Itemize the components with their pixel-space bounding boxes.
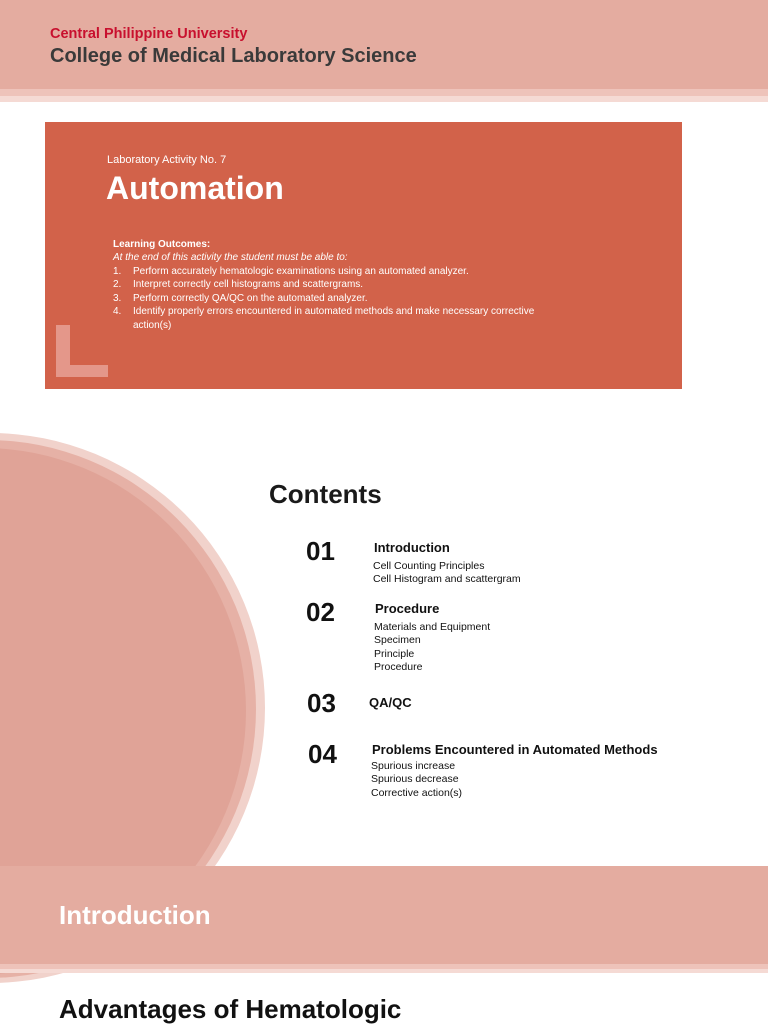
contents-number-04: 04 [308,739,337,769]
contents-subitems-04 [371,760,462,800]
contents-subitem: Cell Counting Principles [373,560,485,572]
title-card [45,122,682,389]
contents-number-02: 02 [306,597,335,627]
learning-outcomes-list [113,265,553,332]
corner-l-shape [56,325,108,377]
outcome-item: 2. Interpret correctly cell histograms and scattergrams. [113,279,364,291]
contents-number-01: 01 [306,536,335,566]
learning-outcomes-intro: At the end of this activity the student must be able to: [113,252,348,263]
contents-subitems-01 [373,560,521,587]
contents-heading-procedure: Procedure [375,601,440,616]
activity-number: Laboratory Activity No. 7 [107,154,227,166]
learning-outcomes-heading: Learning Outcomes: [113,239,211,250]
university-name: Central Philippine University [50,26,248,42]
contents-subitem: Principle [374,647,415,660]
contents-heading-qaqc: QA/QC [369,695,412,710]
outcome-item: 1. Perform accurately hematologic examinations using an automated analyzer. [113,266,469,277]
outcome-item: 4. Identify properly errors encountered in automated methods and make necessary corrective action(s) [113,306,535,331]
contents-subitem: Corrective action(s) [371,786,463,799]
header-stripe-light [0,96,768,102]
contents-subitem: Spurious decrease [371,773,459,786]
contents-number-03: 03 [307,688,336,718]
contents-subitems-02 [374,621,490,674]
introduction-stripe-light [0,969,768,973]
contents-subitem: Materials and Equipment [374,621,491,633]
contents-subitem: Spurious increase [371,760,456,772]
outcome-item: 3. Perform correctly QA/QC on the automated analyzer. [113,292,368,304]
contents-heading-introduction: Introduction [374,540,450,555]
contents-heading-problems: Problems Encountered in Automated Methods [372,742,658,757]
contents-subitem: Specimen [374,634,421,647]
introduction-title: Introduction [59,900,211,930]
contents-subitem: Procedure [374,660,423,673]
college-name: College of Medical Laboratory Science [50,45,417,67]
contents-subitem: Cell Histogram and scattergram [373,573,521,586]
activity-title: Automation [106,170,284,206]
contents-title: Contents [269,479,382,509]
advantages-title: Advantages of Hematologic [59,994,402,1024]
header-stripe [0,89,768,96]
